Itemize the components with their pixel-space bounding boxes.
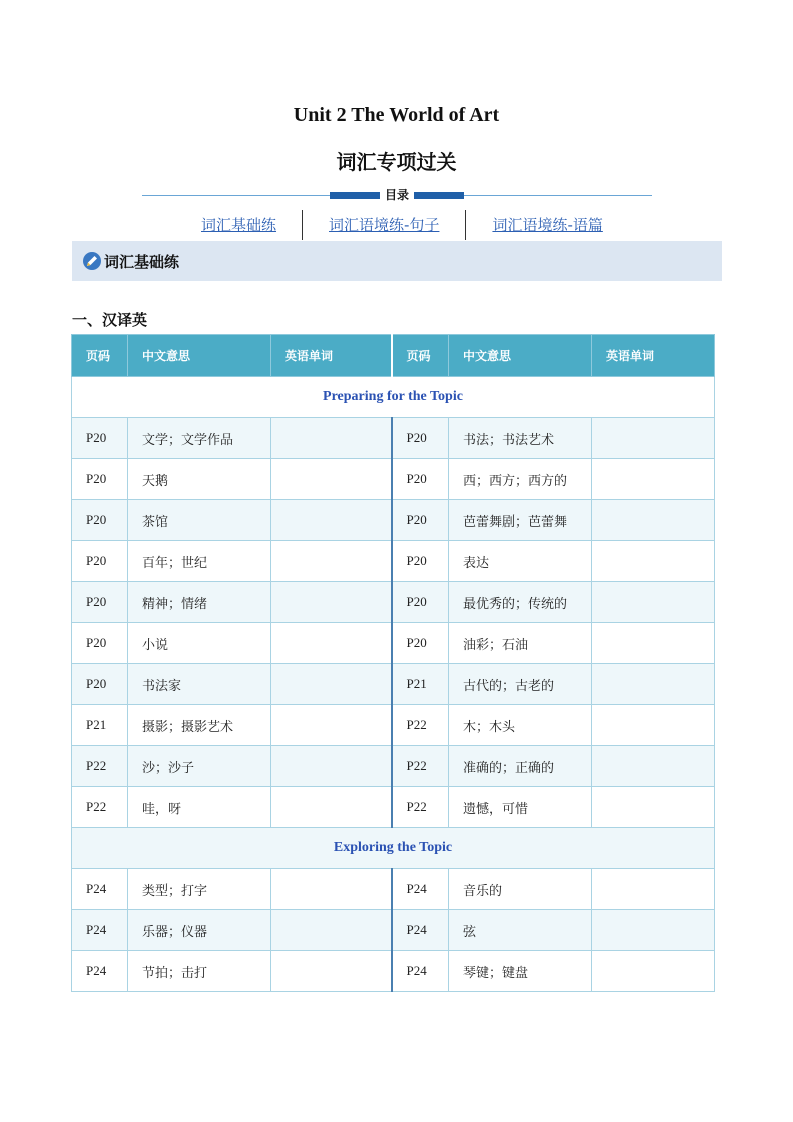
chinese-meaning-cell: 弦 <box>449 910 592 951</box>
page-cell: P21 <box>72 705 128 746</box>
page-cell: P20 <box>392 582 449 623</box>
english-word-cell[interactable] <box>271 869 392 910</box>
chinese-meaning-cell: 节拍；击打 <box>128 951 271 992</box>
document-title: Unit 2 The World of Art <box>293 104 500 126</box>
page-cell: P22 <box>72 746 128 787</box>
section-row-title: Preparing for the Topic <box>72 377 715 418</box>
toc-link-sentence[interactable]: 词汇语境练-句子 <box>329 216 440 234</box>
toc-links <box>175 210 629 240</box>
part-heading: 一、汉译英 <box>72 311 148 329</box>
column-header-chinese: 中文意思 <box>128 335 271 377</box>
english-word-cell[interactable] <box>271 664 392 705</box>
table-row <box>72 418 715 459</box>
english-word-cell[interactable] <box>592 500 715 541</box>
column-header-page: 页码 <box>72 335 128 377</box>
section-header-band <box>72 241 722 281</box>
page-cell: P24 <box>392 951 449 992</box>
english-word-cell[interactable] <box>592 582 715 623</box>
page-cell: P20 <box>392 500 449 541</box>
chinese-meaning-cell: 哇，呀 <box>128 787 271 828</box>
table-row <box>72 910 715 951</box>
chinese-meaning-cell: 芭蕾舞剧；芭蕾舞 <box>449 500 592 541</box>
toc-bar-right <box>414 192 464 199</box>
english-word-cell[interactable] <box>271 910 392 951</box>
document-subtitle: 词汇专项过关 <box>336 150 457 174</box>
chinese-meaning-cell: 乐器；仪器 <box>128 910 271 951</box>
page-cell: P24 <box>72 910 128 951</box>
chinese-meaning-cell: 类型；打字 <box>128 869 271 910</box>
page-cell: P20 <box>72 500 128 541</box>
english-word-cell[interactable] <box>592 951 715 992</box>
table-row <box>72 705 715 746</box>
english-word-cell[interactable] <box>271 459 392 500</box>
page-cell: P20 <box>72 541 128 582</box>
english-word-cell[interactable] <box>271 541 392 582</box>
toc-bar-left <box>330 192 380 199</box>
chinese-meaning-cell: 精神；情绪 <box>128 582 271 623</box>
toc-link-basic[interactable]: 词汇基础练 <box>201 216 277 234</box>
column-header-english: 英语单词 <box>271 335 392 377</box>
chinese-meaning-cell: 西；西方；西方的 <box>449 459 592 500</box>
english-word-cell[interactable] <box>592 541 715 582</box>
chinese-meaning-cell: 最优秀的；传统的 <box>449 582 592 623</box>
english-word-cell[interactable] <box>592 910 715 951</box>
chinese-meaning-cell: 小说 <box>128 623 271 664</box>
page-cell: P21 <box>392 664 449 705</box>
page-cell: P22 <box>392 787 449 828</box>
table-row <box>72 459 715 500</box>
page-cell: P22 <box>392 746 449 787</box>
english-word-cell[interactable] <box>271 787 392 828</box>
page-cell: P24 <box>392 910 449 951</box>
section-title: 词汇基础练 <box>104 252 180 271</box>
english-word-cell[interactable] <box>592 787 715 828</box>
table-header-row <box>72 335 715 377</box>
page-cell: P22 <box>72 787 128 828</box>
page-cell: P22 <box>392 705 449 746</box>
chinese-meaning-cell: 书法家 <box>128 664 271 705</box>
page-cell: P20 <box>392 623 449 664</box>
section-row-title: Exploring the Topic <box>72 828 715 869</box>
english-word-cell[interactable] <box>592 418 715 459</box>
english-word-cell[interactable] <box>271 951 392 992</box>
english-word-cell[interactable] <box>271 500 392 541</box>
chinese-meaning-cell: 表达 <box>449 541 592 582</box>
chinese-meaning-cell: 茶馆 <box>128 500 271 541</box>
table-body <box>72 377 715 992</box>
chinese-meaning-cell: 书法；书法艺术 <box>449 418 592 459</box>
page-cell: P20 <box>72 459 128 500</box>
english-word-cell[interactable] <box>271 418 392 459</box>
column-header-page: 页码 <box>392 335 449 377</box>
table-row <box>72 951 715 992</box>
page-cell: P20 <box>392 418 449 459</box>
page-cell: P20 <box>72 582 128 623</box>
chinese-meaning-cell: 文学；文学作品 <box>128 418 271 459</box>
chinese-meaning-cell: 音乐的 <box>449 869 592 910</box>
chinese-meaning-cell: 百年；世纪 <box>128 541 271 582</box>
table-row <box>72 582 715 623</box>
chinese-meaning-cell: 古代的；古老的 <box>449 664 592 705</box>
page-cell: P24 <box>72 869 128 910</box>
english-word-cell[interactable] <box>592 664 715 705</box>
table-row <box>72 623 715 664</box>
table-row <box>72 541 715 582</box>
vocabulary-table <box>71 334 715 992</box>
table-row <box>72 500 715 541</box>
toc-link-passage[interactable]: 词汇语境练-语篇 <box>492 216 603 234</box>
page-cell: P20 <box>72 623 128 664</box>
page-cell: P24 <box>392 869 449 910</box>
page-cell: P20 <box>72 418 128 459</box>
english-word-cell[interactable] <box>592 459 715 500</box>
chinese-meaning-cell: 准确的；正确的 <box>449 746 592 787</box>
english-word-cell[interactable] <box>592 869 715 910</box>
table-row <box>72 664 715 705</box>
page-cell: P20 <box>392 541 449 582</box>
english-word-cell[interactable] <box>271 705 392 746</box>
page-cell: P20 <box>392 459 449 500</box>
chinese-meaning-cell: 遗憾，可惜 <box>449 787 592 828</box>
chinese-meaning-cell: 油彩；石油 <box>449 623 592 664</box>
table-row <box>72 869 715 910</box>
column-header-english: 英语单词 <box>592 335 715 377</box>
english-word-cell[interactable] <box>592 623 715 664</box>
english-word-cell[interactable] <box>271 746 392 787</box>
section-row <box>72 377 715 418</box>
section-row <box>72 828 715 869</box>
english-word-cell[interactable] <box>592 746 715 787</box>
english-word-cell[interactable] <box>271 623 392 664</box>
pencil-icon <box>82 251 102 271</box>
chinese-meaning-cell: 摄影；摄影艺术 <box>128 705 271 746</box>
page-cell: P20 <box>72 664 128 705</box>
chinese-meaning-cell: 天鹅 <box>128 459 271 500</box>
chinese-meaning-cell: 木；木头 <box>449 705 592 746</box>
chinese-meaning-cell: 沙；沙子 <box>128 746 271 787</box>
toc-label: 目录 <box>380 187 414 203</box>
table-row <box>72 787 715 828</box>
table-row <box>72 746 715 787</box>
page-cell: P24 <box>72 951 128 992</box>
english-word-cell[interactable] <box>271 582 392 623</box>
column-header-chinese: 中文意思 <box>449 335 592 377</box>
english-word-cell[interactable] <box>592 705 715 746</box>
chinese-meaning-cell: 琴键；键盘 <box>449 951 592 992</box>
